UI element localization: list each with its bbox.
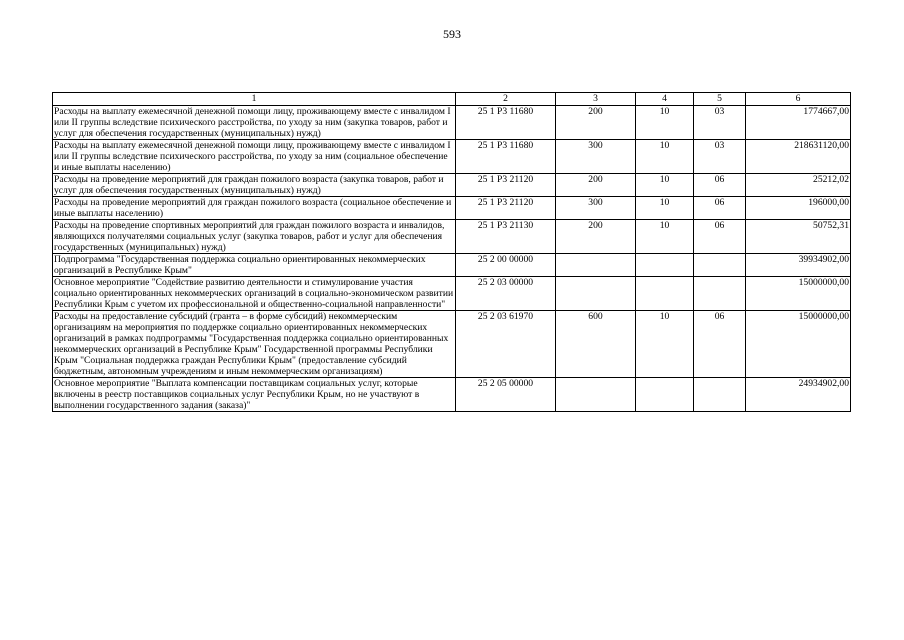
row-description: Расходы на предоставление субсидий (гранта – в форме субсидий) некоммерческим организациям на мероприятия по поддержке социально ориентированных некоммерческих организаций в рамках подпрограммы "Государственная поддержка социально ориентированных некоммерческих организаций в Республике Крым" Государственной программы Республики Крым "Социальная поддержка граждан Республики Крым" (предоставление субсидий бюджетным, автономным учреждениям и иным некоммерческим организациям) [53, 311, 456, 378]
table-row [53, 254, 851, 277]
header-col-5: 5 [694, 93, 746, 106]
header-col-6: 6 [746, 93, 851, 106]
row-description: Основное мероприятие "Содействие развитию деятельности и стимулирование участия социально ориентированных некоммерческих организаций в социально-экономическом развитии Республики Крым с учетом их профессиональной и общественно-социальной направленности" [53, 277, 456, 311]
row-code: 25 2 03 61970 [456, 311, 556, 378]
table-row [53, 106, 851, 140]
row-code: 25 1 Р3 21130 [456, 220, 556, 254]
table-row [53, 140, 851, 174]
row-expense-type: 200 [556, 174, 636, 197]
row-amount: 25212,02 [746, 174, 851, 197]
table-row [53, 277, 851, 311]
row-expense-type [556, 254, 636, 277]
header-col-2: 2 [456, 93, 556, 106]
row-subsection: 06 [694, 197, 746, 220]
row-code: 25 1 Р3 21120 [456, 174, 556, 197]
row-subsection: 06 [694, 220, 746, 254]
row-section: 10 [636, 220, 694, 254]
row-description: Расходы на выплату ежемесячной денежной помощи лицу, проживающему вместе с инвалидом I или II группы вследствие психического расстройства, по уходу за ним (социальное обеспечение и иные выплаты населению) [53, 140, 456, 174]
row-description: Расходы на проведение мероприятий для граждан пожилого возраста (закупка товаров, работ и услуг для обеспечения государственных (муниципальных) нужд) [53, 174, 456, 197]
row-subsection: 06 [694, 174, 746, 197]
row-section: 10 [636, 106, 694, 140]
header-col-3: 3 [556, 93, 636, 106]
budget-table [52, 92, 851, 412]
table-row [53, 197, 851, 220]
row-amount: 218631120,00 [746, 140, 851, 174]
header-col-1: 1 [53, 93, 456, 106]
row-code: 25 1 Р3 21120 [456, 197, 556, 220]
row-section: 10 [636, 311, 694, 378]
table-row [53, 220, 851, 254]
row-code: 25 2 03 00000 [456, 277, 556, 311]
row-code: 25 2 00 00000 [456, 254, 556, 277]
row-expense-type [556, 378, 636, 412]
row-expense-type: 200 [556, 106, 636, 140]
row-expense-type: 600 [556, 311, 636, 378]
row-subsection [694, 254, 746, 277]
row-subsection: 03 [694, 140, 746, 174]
row-amount: 1774667,00 [746, 106, 851, 140]
row-description: Подпрограмма "Государственная поддержка социально ориентированных некоммерческих организаций в Республике Крым" [53, 254, 456, 277]
row-subsection: 06 [694, 311, 746, 378]
table-row [53, 378, 851, 412]
row-subsection: 03 [694, 106, 746, 140]
row-expense-type: 300 [556, 140, 636, 174]
row-expense-type [556, 277, 636, 311]
row-subsection [694, 378, 746, 412]
row-code: 25 1 Р3 11680 [456, 140, 556, 174]
row-amount: 196000,00 [746, 197, 851, 220]
row-amount: 15000000,00 [746, 277, 851, 311]
page-number: 593 [443, 27, 461, 41]
header-col-4: 4 [636, 93, 694, 106]
row-amount: 39934902,00 [746, 254, 851, 277]
row-section [636, 378, 694, 412]
row-amount: 50752,31 [746, 220, 851, 254]
table-row [53, 174, 851, 197]
row-section [636, 254, 694, 277]
row-code: 25 2 05 00000 [456, 378, 556, 412]
row-expense-type: 200 [556, 220, 636, 254]
row-section: 10 [636, 174, 694, 197]
row-section [636, 277, 694, 311]
row-amount: 15000000,00 [746, 311, 851, 378]
row-description: Расходы на проведение спортивных мероприятий для граждан пожилого возраста и инвалидов, являющихся получателями социальных услуг (закупка товаров, работ и услуг для обеспечения государственных (муниципальных) нужд) [53, 220, 456, 254]
row-subsection [694, 277, 746, 311]
row-description: Расходы на выплату ежемесячной денежной помощи лицу, проживающему вместе с инвалидом I или II группы вследствие психического расстройства, по уходу за ним (закупка товаров, работ и услуг для обеспечения государственных (муниципальных) нужд) [53, 106, 456, 140]
row-section: 10 [636, 140, 694, 174]
header-row [53, 93, 851, 106]
row-section: 10 [636, 197, 694, 220]
row-description: Основное мероприятие "Выплата компенсации поставщикам социальных услуг, которые включены в реестр поставщиков социальных услуг Республики Крым, но не участвуют в выполнении государственного задания (заказа)" [53, 378, 456, 412]
row-description: Расходы на проведение мероприятий для граждан пожилого возраста (социальное обеспечение и иные выплаты населению) [53, 197, 456, 220]
row-code: 25 1 Р3 11680 [456, 106, 556, 140]
row-amount: 24934902,00 [746, 378, 851, 412]
table-row [53, 311, 851, 378]
row-expense-type: 300 [556, 197, 636, 220]
